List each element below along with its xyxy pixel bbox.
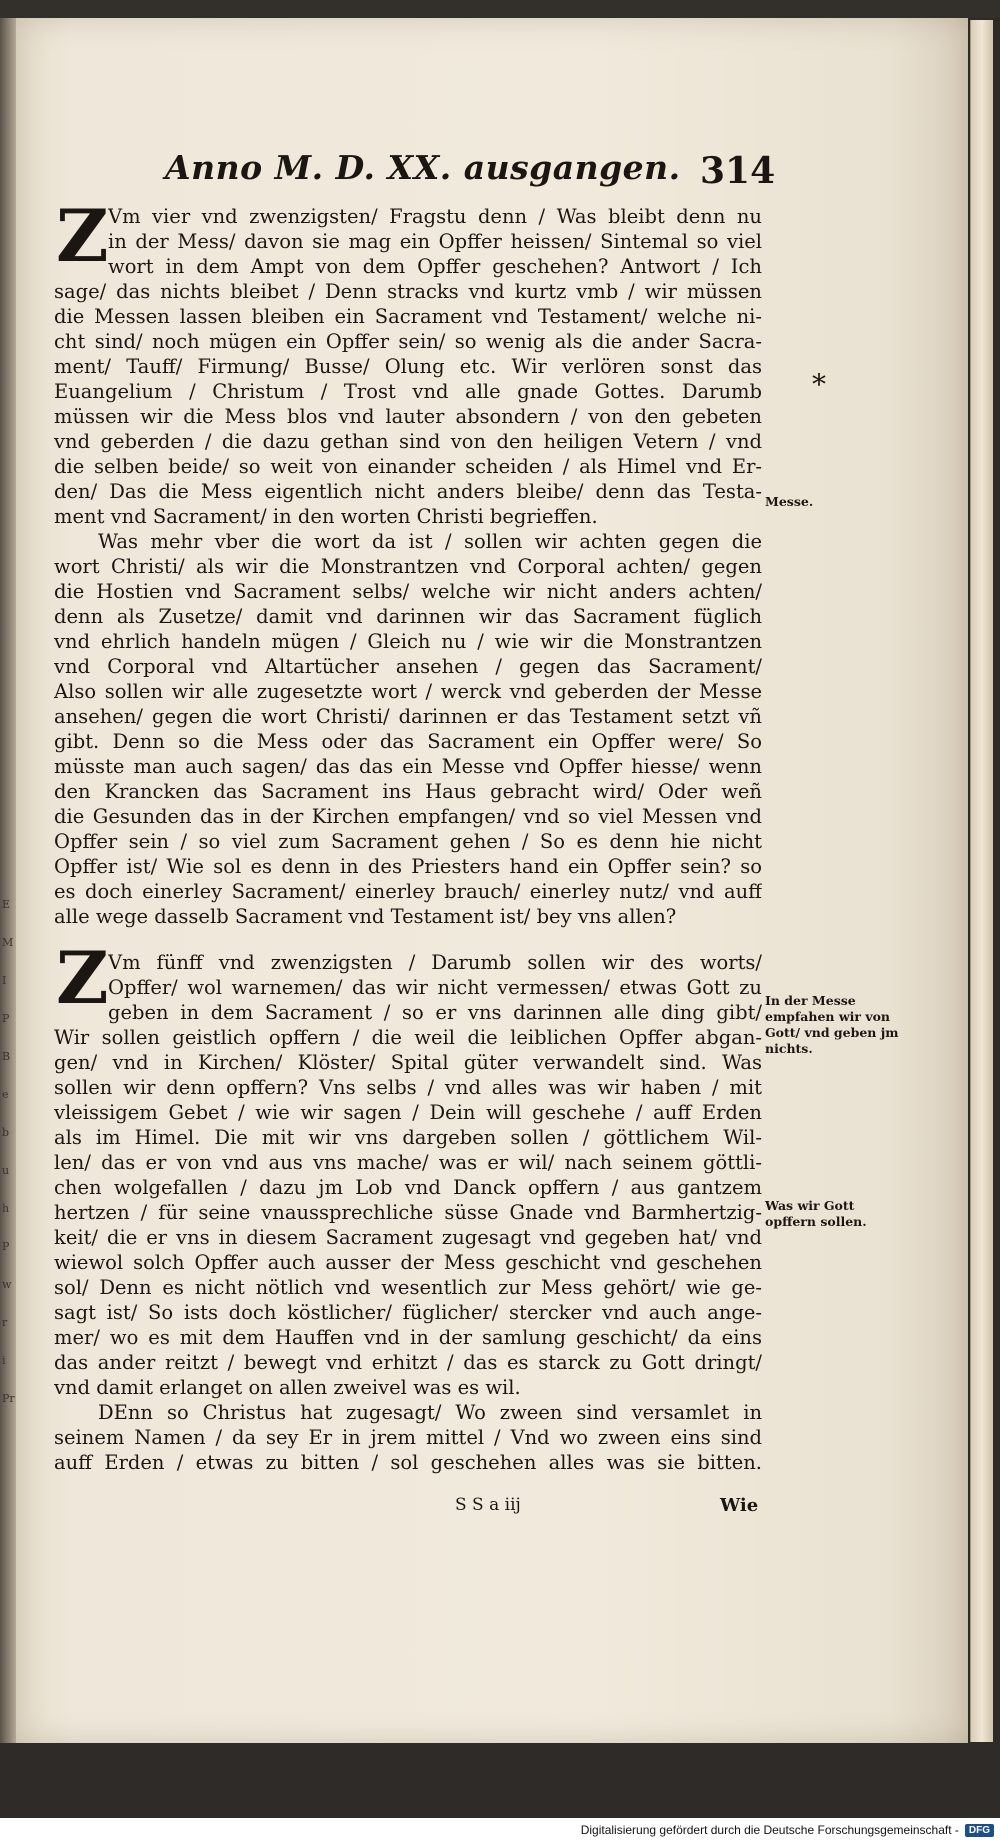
text-line: DEnn so Christus hat zugesagt/ Wo zween sind versamlet in	[98, 1401, 762, 1424]
previous-page-letter: h	[2, 1202, 10, 1215]
running-header: Anno M. D. XX. ausgangen.	[165, 148, 681, 187]
previous-page-letter: Pr	[2, 1392, 15, 1405]
previous-page-letter: w	[2, 1278, 12, 1291]
text-line: wort in dem Ampt von dem Opffer geschehen? Antwort / Ich	[108, 255, 762, 278]
text-line: hertzen / für seine vnaussprechliche süsse Gnade vnd Barmhertzig-	[54, 1201, 762, 1224]
text-line: keit/ die er vns in diesem Sacrament zugesagt vnd gegeben hat/ vnd	[54, 1226, 762, 1249]
previous-page-letter: u	[2, 1164, 10, 1177]
text-line: Vm vier vnd zwenzigsten/ Fragstu denn / Was bleibt denn nu	[108, 205, 762, 228]
text-line: vnd damit erlanget on allen zweivel was es wil.	[54, 1376, 521, 1399]
margin-asterisk: *	[812, 368, 826, 401]
text-line: den Krancken das Sacrament ins Haus gebracht wird/ Oder weñ	[54, 780, 762, 803]
text-line: gen/ vnd in Kirchen/ Klöster/ Spital güter verwandelt sind. Was	[54, 1051, 762, 1074]
previous-page-letter: B	[2, 1050, 11, 1063]
text-line: es doch einerley Sacrament/ einerley brauch/ einerley nutz/ vnd auff	[54, 880, 762, 903]
funding-text: Digitalisierung gefördert durch die Deutsche Forschungsgemeinschaft -	[580, 1823, 959, 1837]
text-line: müsste man auch sagen/ das das ein Messe vnd Opffer hiesse/ wenn	[54, 755, 762, 778]
text-line: vnd geberden / die dazu gethan sind von den heiligen Vetern / vnd	[54, 430, 762, 453]
margin-note-opffern: Was wir Gott opffern sollen.	[765, 1198, 867, 1229]
section-1-text	[54, 204, 762, 929]
text-line: Opffer ist/ Wie sol es denn in des Priesters hand ein Opffer sein? so	[54, 855, 762, 878]
text-line: ment vnd Sacrament/ in den worten Christi begrieffen.	[54, 505, 598, 528]
funding-bar	[0, 1818, 1000, 1842]
text-line: das ander reitzt / bewegt vnd erhitzt / das es starck zu Gott dringt/	[54, 1351, 762, 1374]
text-line: Opffer sein / so viel zum Sacrament gehen / So es denn hie nicht	[54, 830, 762, 853]
text-line: die Messen lassen bleiben ein Sacrament vnd Testament/ welche ni-	[54, 305, 762, 328]
text-line: sage/ das nichts bleibet / Denn stracks vnd kurtz vmb / wir müssen	[54, 280, 762, 303]
text-line: als im Himel. Die mit wir vns dargeben sollen / göttlichem Wil-	[54, 1126, 762, 1149]
text-line: cht sind/ noch mügen ein Opffer sein/ so wenig als die ander Sacra-	[54, 330, 762, 353]
viewer-top-bar	[0, 0, 1000, 18]
text-line: sollen wir denn opffern? Vns selbs / vnd alles was wir haben / mit	[54, 1076, 762, 1099]
text-line: denn als Zusetze/ damit vnd darinnen wir das Sacrament füglich	[54, 605, 762, 628]
text-line: chen wolgefallen / dazu jm Lob vnd Danck opffern / aus gantzem	[54, 1176, 762, 1199]
text-line: wiewol solch Opffer auch ausser der Mess geschicht vnd geschehen	[54, 1251, 762, 1274]
text-line: alle wege dasselb Sacrament vnd Testament ist/ bey vns allen?	[54, 905, 677, 928]
text-line: ansehen/ gegen die wort Christi/ darinnen er das Testament setzt vñ	[54, 705, 762, 728]
previous-page-letter: P	[2, 1240, 10, 1253]
text-line: die Hostien vnd Sacrament selbs/ welche wir nicht anders achten/	[54, 580, 762, 603]
text-line: sagt ist/ So ists doch köstlicher/ füglicher/ stercker vnd auch ange-	[54, 1301, 762, 1324]
margin-note-messe: Messe.	[765, 494, 814, 509]
signature-mark: S S a iij	[455, 1495, 521, 1515]
dfg-logo: DFG	[965, 1824, 994, 1837]
previous-page-letter: E	[2, 898, 11, 911]
text-line: ment/ Tauff/ Firmung/ Busse/ Olung etc. Wir verlören sonst das	[54, 355, 762, 378]
text-line: gibt. Denn so die Mess oder das Sacrament ein Opffer were/ So	[54, 730, 762, 753]
page-number: 314	[700, 150, 776, 192]
text-line: Euangelium / Christum / Trost vnd alle gnade Gottes. Darumb	[54, 380, 762, 403]
text-line: die Gesunden das in der Kirchen empfangen/ vnd so viel Messen vnd	[54, 805, 762, 828]
text-line: seinem Namen / da sey Er in jrem mittel / Vnd wo zween eins sind	[54, 1426, 762, 1449]
previous-page-letter: M	[2, 936, 14, 949]
text-line: Also sollen wir alle zugesetzte wort / werck vnd geberden der Messe	[54, 680, 762, 703]
previous-page-letter: I	[2, 974, 7, 987]
text-line: müssen wir die Mess blos vnd lauter absondern / von den gebeten	[54, 405, 762, 428]
text-line: geben in dem Sacrament / so er vns darinnen alle ding gibt/	[108, 1001, 762, 1024]
text-line: vnd ehrlich handeln mügen / Gleich nu / wie wir die Monstrantzen	[54, 630, 762, 653]
text-line: Was mehr vber die wort da ist / sollen wir achten gegen die	[98, 530, 762, 553]
previous-page-letter: r	[2, 1316, 8, 1329]
text-line: sol/ Denn es nicht nötlich vnd wesentlich zur Mess gehört/ wie ge-	[54, 1276, 762, 1299]
section-2-text	[54, 950, 762, 1475]
text-line: in der Mess/ davon sie mag ein Opffer heissen/ Sintemal so viel	[108, 230, 762, 253]
previous-page-letter: b	[2, 1126, 10, 1139]
text-line: Vm fünff vnd zwenzigsten / Darumb sollen wir des worts/	[108, 951, 762, 974]
text-line: Wir sollen geistlich opffern / die weil die leiblichen Opffer abgan-	[54, 1026, 762, 1049]
text-line: den/ Das die Mess eigentlich nicht anders bleibe/ denn das Testa-	[54, 480, 762, 503]
drop-cap-initial-1: Z	[56, 193, 109, 278]
text-line: vleissigem Gebet / wie wir sagen / Dein will geschehe / auff Erden	[54, 1101, 762, 1124]
text-line: vnd Corporal vnd Altartücher ansehen / gegen das Sacrament/	[54, 655, 762, 678]
book-page-edge	[970, 20, 993, 1742]
text-line: wort Christi/ als wir die Monstrantzen vnd Corporal achten/ gegen	[54, 555, 762, 578]
margin-note-empfahen: In der Messe empfahen wir von Gott/ vnd geben jm nichts.	[765, 993, 899, 1056]
previous-page-letter: e	[2, 1088, 9, 1101]
previous-page-letter: P	[2, 1012, 10, 1025]
catchword: Wie	[720, 1495, 759, 1516]
text-line: Opffer/ wol warnemen/ das wir nicht vermessen/ etwas Gott zu	[108, 976, 762, 999]
previous-page-letter: i	[2, 1354, 6, 1367]
text-line: len/ das er von vnd aus vns mache/ was er wil/ nach seinem göttli-	[54, 1151, 762, 1174]
text-line: auff Erden / etwas zu bitten / sol geschehen alles was sie bitten.	[54, 1451, 762, 1474]
drop-cap-initial-2: Z	[56, 935, 109, 1020]
text-line: mer/ wo es mit dem Hauffen vnd in der samlung geschicht/ da eins	[54, 1326, 762, 1349]
text-line: die selben beide/ so weit von einander scheiden / als Himel vnd Er-	[54, 455, 762, 478]
